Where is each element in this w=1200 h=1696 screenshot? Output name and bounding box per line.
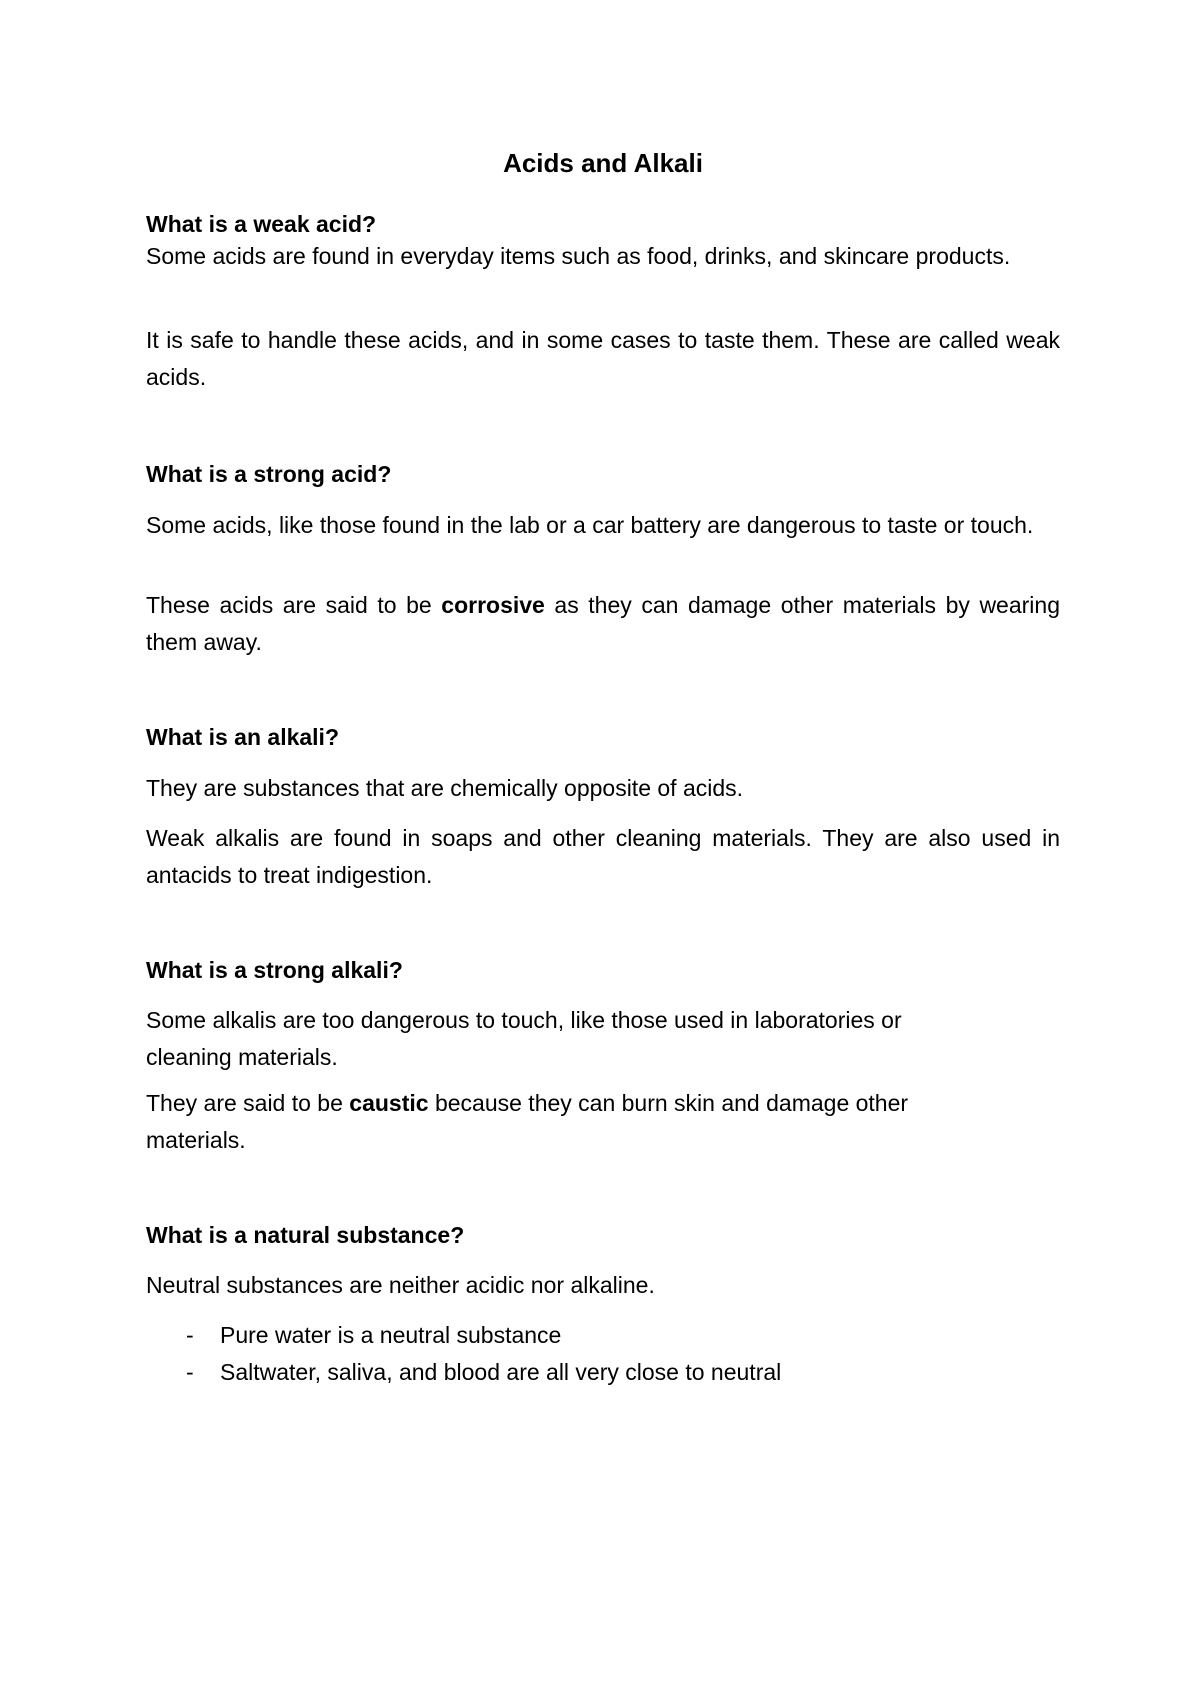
document-title: Acids and Alkali [503,148,703,178]
heading-alkali: What is an alkali? [146,724,339,750]
paragraph-strong-acid-1: Some acids, like those found in the lab or a car battery are dangerous to taste or touch. [146,512,1034,538]
paragraph-strong-alkali-1: Some alkalis are too dangerous to touch, like those used in laboratories or cleaning materials. [146,1007,902,1070]
list-item [186,1354,1060,1391]
document-page [146,0,1060,1696]
heading-strong-alkali: What is a strong alkali? [146,957,403,983]
paragraph-strong-acid-2-end: as they can damage other materials by wearing them away. [146,592,1060,655]
paragraph-strong-acid-2-start: These acids are said to be [146,592,442,618]
heading-strong-acid: What is a strong acid? [146,461,392,487]
term-corrosive: corrosive [441,592,545,618]
paragraph-alkali-2: Weak alkalis are found in soaps and other cleaning materials. They are also used in antacids to treat indigestion. [146,825,1060,888]
list-item-text: Saltwater, saliva, and blood are all very close to neutral [220,1359,782,1385]
paragraph-strong-alkali-2-end: because they can burn skin and damage other materials. [146,1090,909,1153]
paragraph-weak-acid-1: Some acids are found in everyday items such as food, drinks, and skincare products. [146,243,1011,269]
heading-weak-acid: What is a weak acid? [146,211,377,237]
paragraph-strong-acid-2 [146,587,1060,661]
paragraph-natural-substance-1: Neutral substances are neither acidic nor alkaline. [146,1272,655,1298]
paragraph-strong-alkali-2 [146,1085,946,1159]
term-caustic: caustic [349,1090,429,1116]
bullet-dash: - [186,1359,194,1385]
list-item-text: Pure water is a neutral substance [220,1322,562,1348]
heading-natural-substance: What is a natural substance? [146,1222,465,1248]
bullet-dash: - [186,1322,194,1348]
list-item [186,1317,1060,1354]
paragraph-alkali-1: They are substances that are chemically opposite of acids. [146,775,744,801]
paragraph-strong-alkali-2-start: They are said to be [146,1090,350,1116]
neutral-substances-list [186,1317,1060,1391]
paragraph-weak-acid-2: It is safe to handle these acids, and in some cases to taste them. These are called weak acids. [146,327,1060,390]
